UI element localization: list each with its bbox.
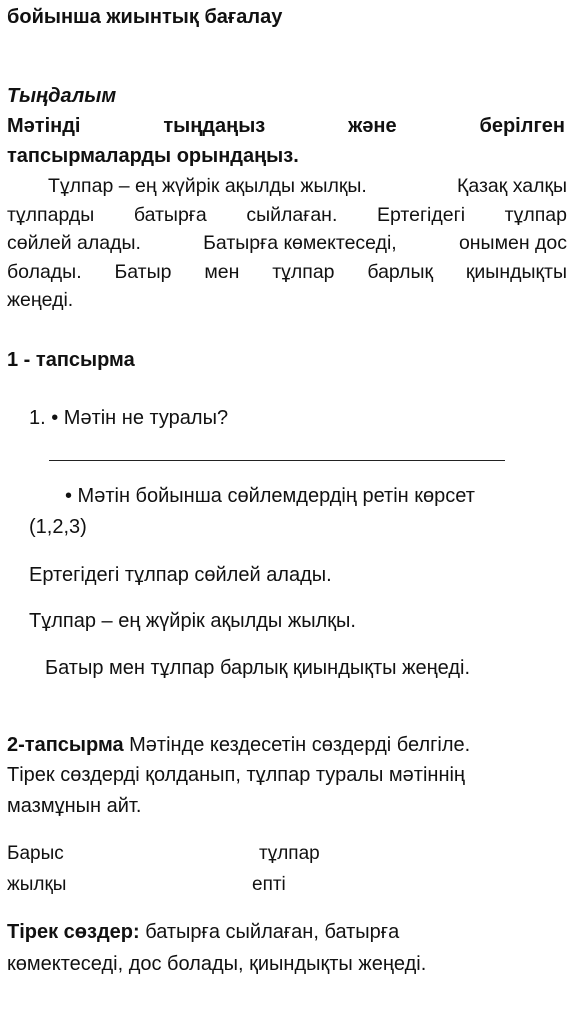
text-segment: барлық [367,260,434,283]
task2-instruction: Мәтінде кездесетін сөздерді белгіле. [123,734,471,756]
answer-line[interactable] [49,460,505,461]
text-segment: тұлпарды [7,203,95,226]
task1-heading: 1 - тапсырма [7,349,135,371]
text-segment: онымен дос [458,232,567,254]
sentence-item: Ертегідегі тұлпар сөйлей алады. [29,564,332,586]
text-segment: Батыр [114,260,172,283]
text-row [7,258,567,287]
page-header-title: бойынша жиынтық бағалау [7,6,283,28]
text-segment: жеңеді. [7,289,74,311]
text-row [7,172,567,201]
text-segment: батырға [133,203,207,226]
instruction-word: Мәтінді [7,115,81,137]
text-row [7,286,567,315]
text-segment: тұлпар [504,203,567,226]
task2-line-3: мазмұнын айт. [7,795,142,817]
support-words-line-1 [7,921,399,944]
text-segment: мен [204,260,240,283]
task2-line-2: Тірек сөздерді қолданып, тұлпар туралы мәтіннің [7,764,465,786]
section-title: Тыңдалым [7,85,117,107]
listening-text [7,172,567,315]
word-item: Барыс [7,843,64,864]
text-segment: тұлпар [272,260,335,283]
support-words-label: Тірек сөздер: [7,921,140,943]
support-words-line-2: көмектеседі, дос болады, қиындықты жеңеді. [7,953,427,975]
text-segment: сөйлей алады. [7,232,141,254]
text-segment: сыйлаған. [246,203,338,226]
sentence-item: Батыр мен тұлпар барлық қиындықты жеңеді. [45,657,470,679]
text-segment: Тұлпар – ең жүйрік ақылды жылқы. [48,175,367,197]
support-words-text: батырға сыйлаған, батырға [139,921,400,943]
sentence-item: Тұлпар – ең жүйрік ақылды жылқы. [29,610,356,632]
text-segment: Ертегідегі [376,203,466,226]
word-item: тұлпар [259,843,320,864]
task2-heading: 2-тапсырма [7,734,124,756]
task1-question: 1. • Мәтін не туралы? [29,407,229,429]
instruction-word: тыңдаңыз [163,115,266,137]
task1-bullet-2-cont: (1,2,3) [29,516,87,538]
instruction-word: берілген [479,115,565,137]
instruction-line-2: тапсырмаларды орындаңыз. [7,145,299,167]
text-segment: Батырға көмектеседі, [203,232,397,254]
instruction-line-1 [7,115,565,138]
text-segment: Қазақ халқы [456,175,567,197]
word-item: епті [252,874,286,895]
text-row [7,229,567,258]
word-item: жылқы [7,874,67,895]
instruction-word: және [348,115,397,137]
text-segment: қиындықты [465,260,567,283]
task2-line-1 [7,734,470,757]
task1-bullet-2: • Мәтін бойынша сөйлемдердің ретін көрсет [65,485,475,507]
text-row [7,201,567,230]
text-segment: болады. [7,260,82,283]
